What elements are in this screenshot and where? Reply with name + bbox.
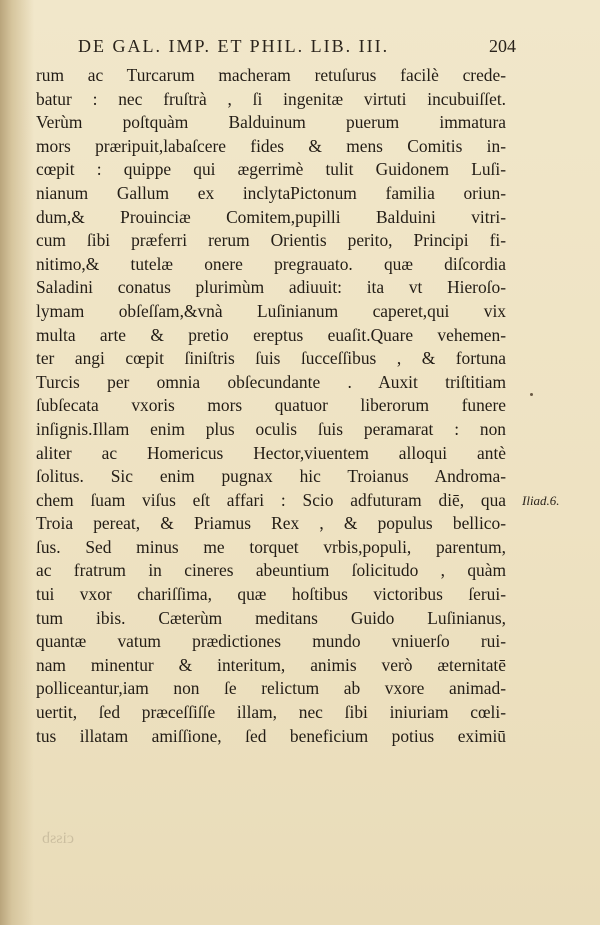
text-line: nianum Gallum ex inclytaPictonum familia oriun-: [36, 182, 506, 203]
text-line: quantæ vatum prædictiones mundo vniuerſo rui-: [36, 631, 506, 652]
text-line: cum ſibi præferri rerum Orientis perito, Principi fi-: [36, 230, 506, 251]
text-line: nam minentur & interitum, animis verò æternitatē: [36, 654, 506, 675]
bleed-through-text: cissb: [42, 830, 74, 847]
text-line: ſubſecata vxoris mors quatuor liberorum funere: [36, 395, 506, 416]
body-text: [36, 64, 506, 748]
text-line: dum,& Prouinciæ Comitem,pupilli Balduini vitri-: [36, 206, 506, 227]
text-line: tus illatam amiſſione, ſed beneficium potius eximiū: [36, 725, 506, 746]
text-line: ac fratrum in cineres abeuntium ſolicitudo , quàm: [36, 560, 506, 581]
text-line: lymam obſeſſam,&vnà Luſinianum caperet,qui vix: [36, 300, 506, 321]
text-line: chem ſuam viſus eſt affari : Scio adfuturam diē, qua: [36, 489, 506, 510]
page-number: 204: [489, 36, 516, 56]
text-line: Verùm poſtquàm Balduinum puerum immatura: [36, 112, 506, 133]
text-line: uertit, ſed præceſſiſſe illam, nec ſibi iniuriam cœli-: [36, 702, 506, 723]
text-line: Troia pereat, & Priamus Rex , & populus bellico-: [36, 513, 506, 534]
text-line: cœpit : quippe qui ægerrimè tulit Guidonem Luſi-: [36, 159, 506, 180]
text-line: tui vxor chariſſima, quæ hoſtibus victoribus ſerui-: [36, 584, 506, 605]
binding-gutter: [0, 0, 34, 925]
text-line: nitimo,& tutelæ onere pregrauato. quæ diſcordia: [36, 253, 506, 274]
text-line: mors præripuit,labaſcere fides & mens Comitis in-: [36, 135, 506, 156]
text-line: aliter ac Homericus Hector,viuentem alloqui antè: [36, 442, 506, 463]
text-line: inſignis.Illam enim plus oculis ſuis peramarat : non: [36, 418, 506, 439]
running-title: DE GAL. IMP. ET PHIL. LIB. III.: [78, 36, 390, 56]
text-line: multa arte & pretio ereptus euaſit.Quare vehemen-: [36, 324, 506, 345]
text-line: polliceantur,iam non ſe relictum ab vxore animad-: [36, 678, 506, 699]
text-line: tum ibis. Cæterùm meditans Guido Luſinianus,: [36, 607, 506, 628]
text-line: Turcis per omnia obſecundante . Auxit triſtitiam: [36, 371, 506, 392]
text-line: batur : nec fruſtrà , ſi ingenitæ virtuti incubuiſſet.: [36, 88, 506, 109]
ink-speck: [530, 393, 533, 396]
text-line: ſolitus. Sic enim pugnax hic Troianus Androma-: [36, 466, 506, 487]
text-line: ſus. Sed minus me torquet vrbis,populi, parentum,: [36, 536, 506, 557]
text-line: ter angi cœpit ſiniſtris ſuis ſucceſſibus , & fortuna: [36, 348, 506, 369]
margin-note: Iliad.6.: [522, 493, 560, 508]
text-line: rum ac Turcarum macheram retuſurus facilè crede-: [36, 65, 506, 85]
text-line: Saladini conatus plurimùm adiuuit: ita vt Hieroſo-: [36, 277, 506, 298]
